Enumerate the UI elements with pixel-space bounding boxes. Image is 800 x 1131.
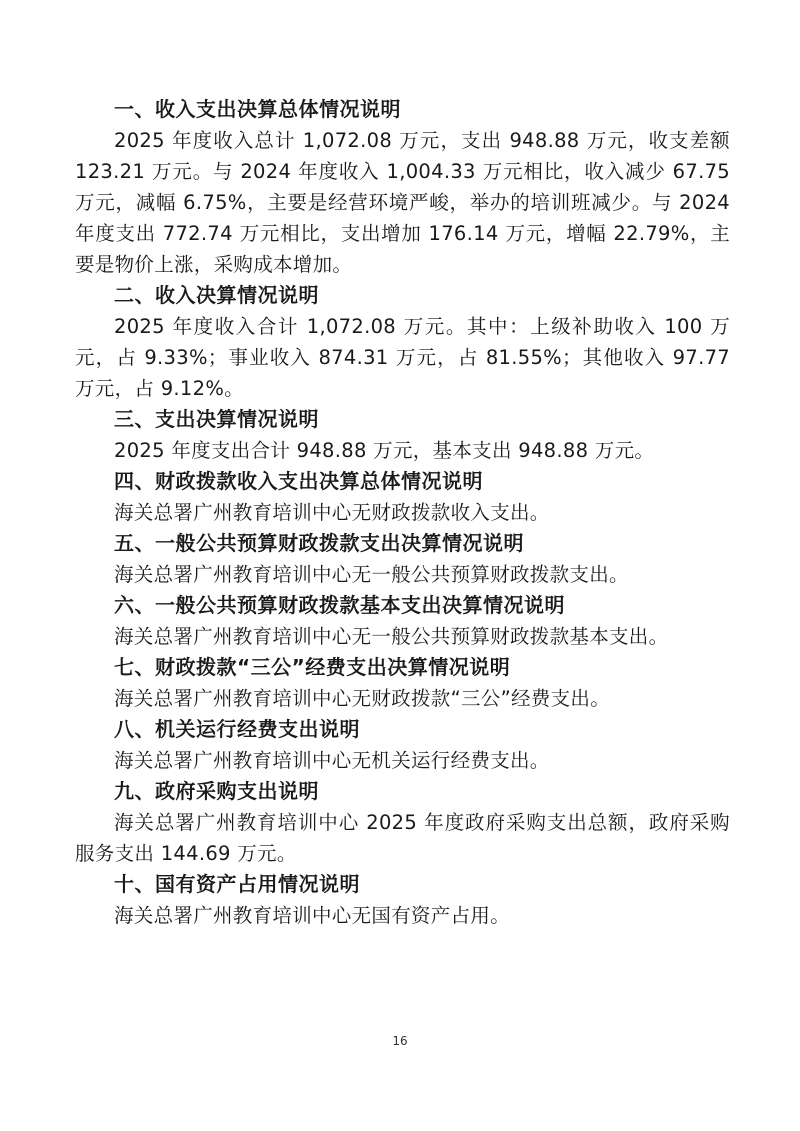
- section-paragraph: 海关总署广州教育培训中心无机关运行经费支出。: [114, 749, 550, 772]
- section-heading: 九、政府采购支出说明: [114, 779, 319, 803]
- section-paragraph: 海关总署广州教育培训中心 2025 年度政府采购支出总额，政府采购服务支出 144.69 万元。: [75, 811, 730, 865]
- section-paragraph: 海关总署广州教育培训中心无一般公共预算财政拨款支出。: [114, 563, 629, 586]
- section-paragraph: 2025 年度收入合计 1,072.08 万元。其中：上级补助收入 100 万元，占 9.33%；事业收入 874.31 万元，占 81.55%；其他收入 97.77 万元，占 9.12%。: [75, 315, 730, 400]
- section-paragraph: 海关总署广州教育培训中心无财政拨款“三公”经费支出。: [114, 687, 611, 710]
- section-heading: 十、国有资产占用情况说明: [114, 872, 360, 896]
- section-heading: 七、财政拨款“三公”经费支出决算情况说明: [114, 655, 511, 679]
- section-heading: 三、支出决算情况说明: [114, 407, 319, 431]
- section-paragraph: 海关总署广州教育培训中心无国有资产占用。: [114, 904, 511, 927]
- section-paragraph: 2025 年度收入总计 1,072.08 万元，支出 948.88 万元，收支差额 123.21 万元。与 2024 年度收入 1,004.33 万元相比，收入减少 67.75 万元，减幅 6.75%，主要是经营环境严峻，举办的培训班减少。与 2024 年度支出 772.74 万元相比，支出增加 176.14 万元，增幅 22.79%，主要是物价上涨，采购成本增加。: [75, 129, 730, 276]
- section-heading: 四、财政拨款收入支出决算总体情况说明: [114, 469, 483, 493]
- document-body: [75, 94, 730, 931]
- section-heading: 二、收入决算情况说明: [114, 283, 319, 307]
- section-heading: 五、一般公共预算财政拨款支出决算情况说明: [114, 531, 524, 555]
- section-heading: 六、一般公共预算财政拨款基本支出决算情况说明: [114, 593, 565, 617]
- section-paragraph: 2025 年度支出合计 948.88 万元，基本支出 948.88 万元。: [114, 439, 655, 462]
- section-paragraph: 海关总署广州教育培训中心无一般公共预算财政拨款基本支出。: [114, 625, 669, 648]
- page-number: 16: [392, 1034, 408, 1048]
- section-paragraph: 海关总署广州教育培训中心无财政拨款收入支出。: [114, 501, 550, 524]
- section-heading: 一、收入支出决算总体情况说明: [114, 97, 401, 121]
- section-heading: 八、机关运行经费支出说明: [114, 717, 360, 741]
